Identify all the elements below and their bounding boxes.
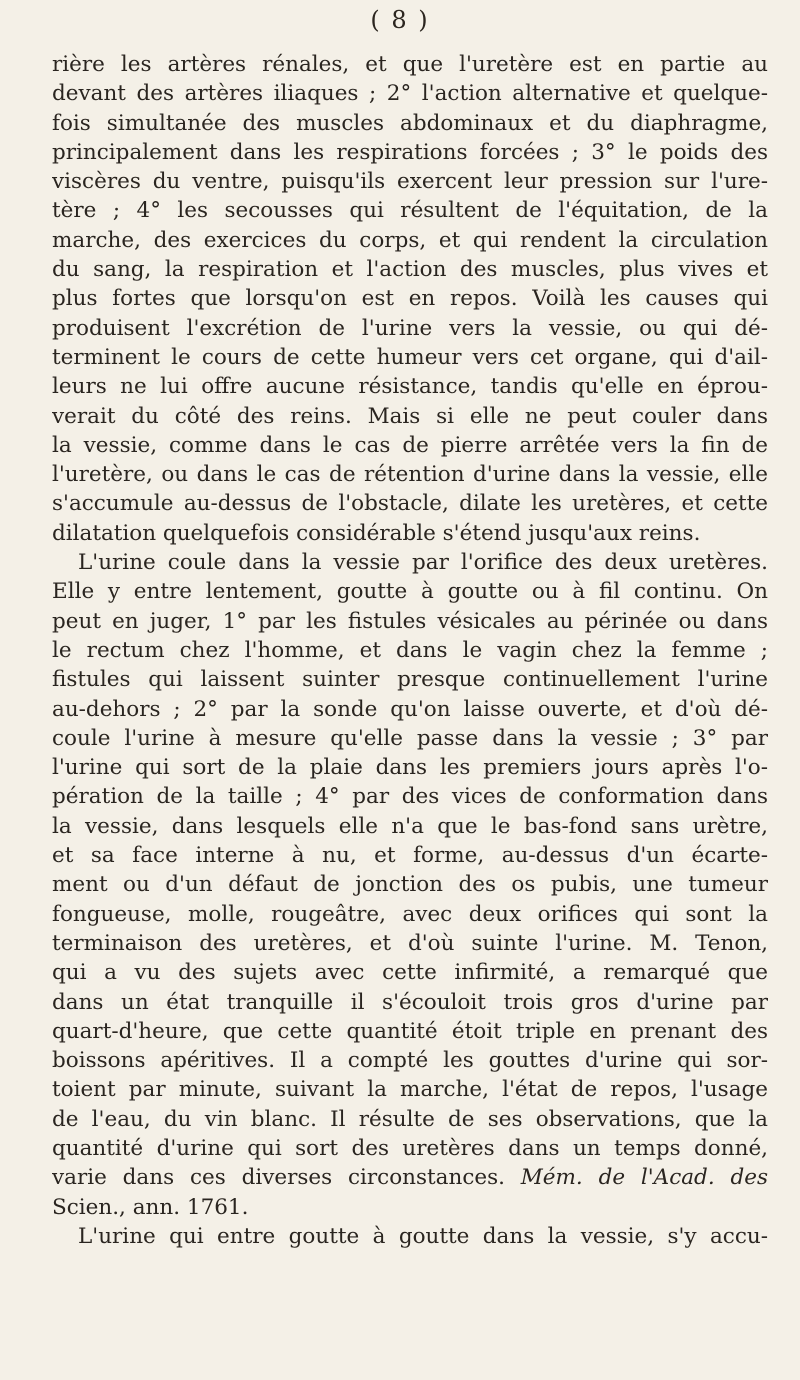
page-number: ( 8 ): [370, 6, 430, 34]
text-line: devant des artères iliaques ; 2° l'action alternative et quelque-: [52, 81, 768, 107]
text-line: principalement dans les respirations forcées ; 3° le poids des: [52, 139, 768, 165]
text-line: ment ou d'un défaut de jonction des os pubis, une tumeur: [52, 872, 768, 898]
text-line: boissons apéritives. Il a compté les gouttes d'urine qui sor-: [52, 1048, 768, 1074]
text-line: L'urine coule dans la vessie par l'orifice des deux uretères.: [78, 550, 768, 576]
text-line: terminaison des uretères, et d'où suinte l'urine. M. Tenon,: [52, 930, 768, 956]
text-line: marche, des exercices du corps, et qui rendent la circulation: [52, 227, 768, 253]
text-line: verait du côté des reins. Mais si elle ne peut couler dans: [52, 403, 768, 429]
text-line: L'urine qui entre goutte à goutte dans la vessie, s'y accu-: [78, 1223, 768, 1249]
text-line: coule l'urine à mesure qu'elle passe dans la vessie ; 3° par: [52, 725, 768, 751]
text-line: tère ; 4° les secousses qui résultent de l'équitation, de la: [52, 198, 768, 224]
text-line: Elle y entre lentement, goutte à goutte ou à fil continu. On: [52, 579, 768, 605]
text-line: toient par minute, suivant la marche, l'état de repos, l'usage: [52, 1077, 768, 1103]
text-line: quantité d'urine qui sort des uretères dans un temps donné,: [52, 1135, 768, 1161]
text-line: fistules qui laissent suinter presque continuellement l'urine: [52, 667, 768, 693]
text-line: du sang, la respiration et l'action des muscles, plus vives et: [52, 257, 768, 283]
text-line: qui a vu des sujets avec cette infirmité, a remarqué que: [52, 960, 768, 986]
text-line: le rectum chez l'homme, et dans le vagin chez la femme ;: [52, 637, 768, 663]
text-line: leurs ne lui offre aucune résistance, tandis qu'elle en éprou-: [52, 374, 768, 400]
text-line: pération de la taille ; 4° par des vices de conformation dans: [52, 784, 768, 810]
citation-continuation: Scien., ann. 1761.: [52, 1194, 249, 1220]
text-line: fongueuse, molle, rougeâtre, avec deux orifices qui sont la: [52, 901, 768, 927]
text-line: et sa face interne à nu, et forme, au-dessus d'un écarte-: [52, 843, 768, 869]
text-line: rière les artères rénales, et que l'uretère est en partie au: [52, 52, 768, 77]
text-line: de l'eau, du vin blanc. Il résulte de ses observations, que la: [52, 1106, 768, 1132]
citation-journal: Mém. de l'Acad. des: [520, 1165, 768, 1191]
body-text: [52, 50, 768, 1251]
text-line: s'accumule au-dessus de l'obstacle, dilate les uretères, et cette: [52, 491, 768, 517]
text-line: l'urine qui sort de la plaie dans les premiers jours après l'o-: [52, 755, 768, 781]
text-line: peut en juger, 1° par les fistules vésicales au périnée ou dans: [52, 608, 768, 634]
text-line: plus fortes que lorsqu'on est en repos. Voilà les causes qui: [52, 286, 768, 312]
citation-lead-text: varie dans ces diverses circonstances.: [52, 1165, 505, 1191]
text-line: fois simultanée des muscles abdominaux et du diaphragme,: [52, 110, 768, 136]
text-line-with-citation: [52, 1163, 768, 1192]
text-line: terminent le cours de cette humeur vers cet organe, qui d'ail-: [52, 344, 768, 370]
text-line: viscères du ventre, puisqu'ils exercent leur pression sur l'ure-: [52, 169, 768, 195]
text-line: quart-d'heure, que cette quantité étoit triple en prenant des: [52, 1018, 768, 1044]
text-line: dans un état tranquille il s'écouloit trois gros d'urine par: [52, 989, 768, 1015]
text-line: au-dehors ; 2° par la sonde qu'on laisse ouverte, et d'où dé-: [52, 696, 768, 722]
text-line: la vessie, comme dans le cas de pierre arrêtée vers la fin de: [52, 432, 768, 458]
text-line: produisent l'excrétion de l'urine vers la vessie, ou qui dé-: [52, 315, 768, 341]
text-line: la vessie, dans lesquels elle n'a que le bas-fond sans urètre,: [52, 813, 768, 839]
text-line: l'uretère, ou dans le cas de rétention d'urine dans la vessie, elle: [52, 462, 768, 488]
text-line: dilatation quelquefois considérable s'étend jusqu'aux reins.: [52, 520, 701, 546]
